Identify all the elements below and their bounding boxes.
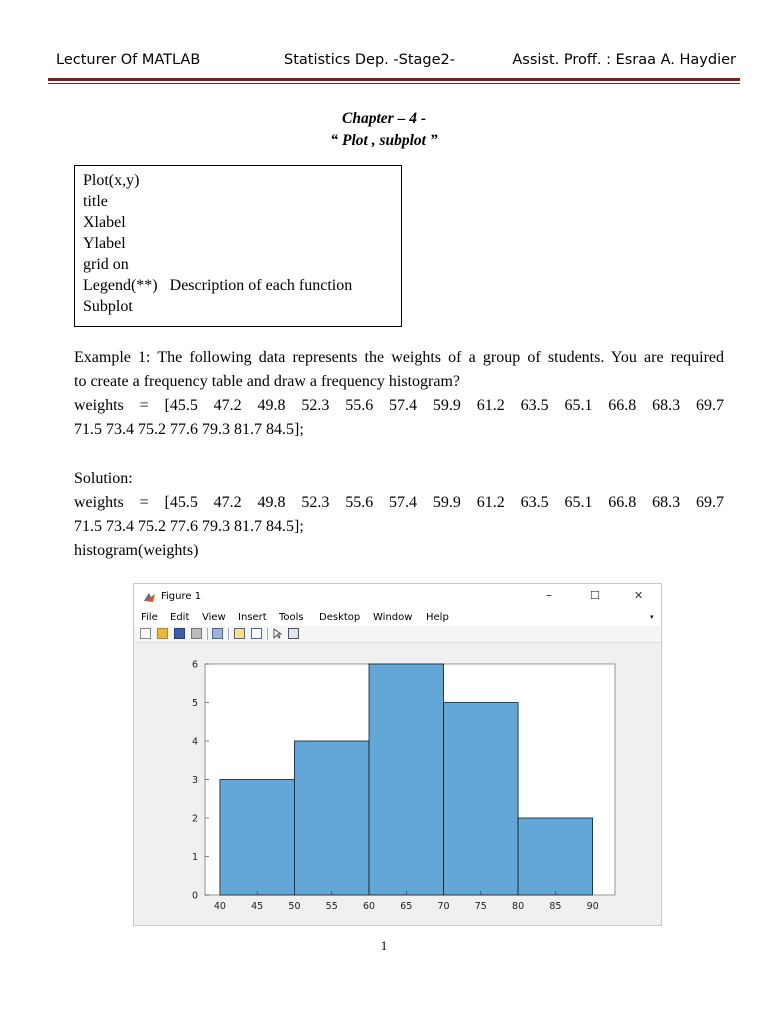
open-file-icon[interactable]	[157, 628, 168, 639]
toolbar-separator	[228, 628, 229, 640]
function-subplot: Subplot	[83, 298, 133, 315]
function-grid: grid on	[83, 256, 129, 273]
y-tick-label: 5	[191, 698, 198, 709]
property-inspector-icon[interactable]	[288, 628, 299, 639]
menu-desktop[interactable]: Desktop	[319, 612, 361, 623]
chapter-number: Chapter – 4 -	[342, 110, 426, 127]
histogram-bar	[369, 664, 444, 895]
header-lecturer: Lecturer Of MATLAB	[56, 52, 201, 68]
function-ylabel: Ylabel	[83, 235, 126, 252]
histogram-bar	[220, 780, 295, 896]
colorbar-icon[interactable]	[234, 628, 245, 639]
x-tick-label: 65	[400, 901, 413, 912]
menu-file[interactable]: File	[141, 612, 158, 623]
solution-line-2: 71.5 73.4 75.2 77.6 79.3 81.7 84.5];	[74, 518, 304, 535]
save-icon[interactable]	[174, 628, 185, 639]
example-line-2: to create a frequency table and draw a frequency histogram?	[74, 373, 461, 390]
x-tick-label: 45	[251, 901, 264, 912]
matlab-logo-icon	[143, 591, 156, 603]
link-plot-icon[interactable]	[212, 628, 223, 639]
functions-box	[74, 165, 402, 327]
page-number: 1	[380, 938, 388, 953]
example-line-4: 71.5 73.4 75.2 77.6 79.3 81.7 84.5];	[74, 421, 304, 438]
x-tick-label: 50	[288, 901, 301, 912]
menu-edit[interactable]: Edit	[170, 612, 190, 623]
histogram-bar	[294, 741, 369, 895]
x-tick-label: 70	[437, 901, 450, 912]
close-icon[interactable]: ✕	[634, 589, 644, 602]
matlab-figure-window	[133, 583, 662, 926]
function-plot: Plot(x,y)	[83, 172, 140, 189]
y-tick-label: 1	[191, 852, 198, 863]
menu-tools[interactable]: Tools	[279, 612, 304, 623]
solution-line-3: histogram(weights)	[74, 542, 199, 559]
print-icon[interactable]	[191, 628, 202, 639]
histogram-bar	[518, 818, 593, 895]
y-tick-label: 4	[191, 736, 198, 748]
toolbar-separator	[207, 628, 208, 640]
figure-title: Figure 1	[161, 591, 202, 602]
x-tick-label: 40	[213, 901, 226, 912]
header-rule-thin	[48, 83, 740, 84]
example-line-1: Example 1: The following data represents the weights of a group of students. You are required	[74, 349, 724, 366]
x-tick-label: 90	[586, 901, 599, 912]
x-tick-label: 55	[325, 901, 338, 912]
y-tick-label: 2	[191, 813, 198, 825]
menu-insert[interactable]: Insert	[238, 612, 267, 623]
histogram-bar	[444, 703, 519, 896]
solution-line-1: weights = [45.5 47.2 49.8 52.3 55.6 57.4 59.9 61.2 63.5 65.1 66.8 68.3 69.7	[74, 494, 724, 511]
header-department: Statistics Dep. -Stage2-	[284, 52, 455, 68]
page-header	[56, 52, 736, 76]
example-block	[74, 346, 724, 442]
menu-window[interactable]: Window	[373, 612, 413, 623]
minimize-icon[interactable]: –	[546, 588, 552, 602]
figure-toolbar	[134, 626, 661, 643]
dock-arrow-icon[interactable]: ▾	[650, 613, 654, 621]
solution-block	[74, 467, 724, 563]
function-xlabel: Xlabel	[83, 214, 126, 231]
menu-view[interactable]: View	[202, 612, 226, 623]
function-legend-row	[83, 275, 393, 296]
function-legend: Legend(**)	[83, 277, 158, 294]
function-title: title	[83, 193, 108, 210]
solution-label: Solution:	[74, 470, 133, 487]
y-tick-label: 0	[191, 890, 198, 902]
header-author: Assist. Proff. : Esraa A. Haydier	[512, 52, 736, 68]
pointer-icon[interactable]	[272, 628, 283, 639]
header-rule-thick	[48, 78, 740, 81]
chapter-title: “ Plot , subplot ”	[330, 132, 438, 149]
figure-titlebar[interactable]	[134, 584, 661, 610]
toolbar-separator	[267, 628, 268, 640]
function-legend-description: Description of each function	[169, 277, 353, 294]
x-tick-label: 75	[474, 901, 487, 912]
legend-icon[interactable]	[251, 628, 262, 639]
x-tick-label: 60	[362, 901, 376, 912]
y-tick-label: 6	[191, 659, 198, 671]
menu-help[interactable]: Help	[426, 612, 449, 623]
x-tick-label: 85	[549, 901, 562, 912]
new-figure-icon[interactable]	[140, 628, 151, 639]
figure-menubar	[134, 610, 661, 626]
histogram-chart	[134, 642, 661, 925]
y-tick-label: 3	[191, 775, 198, 786]
maximize-icon[interactable]: ☐	[590, 589, 600, 602]
example-line-3: weights = [45.5 47.2 49.8 52.3 55.6 57.4 59.9 61.2 63.5 65.1 66.8 68.3 69.7	[74, 397, 724, 414]
x-tick-label: 80	[512, 901, 525, 912]
